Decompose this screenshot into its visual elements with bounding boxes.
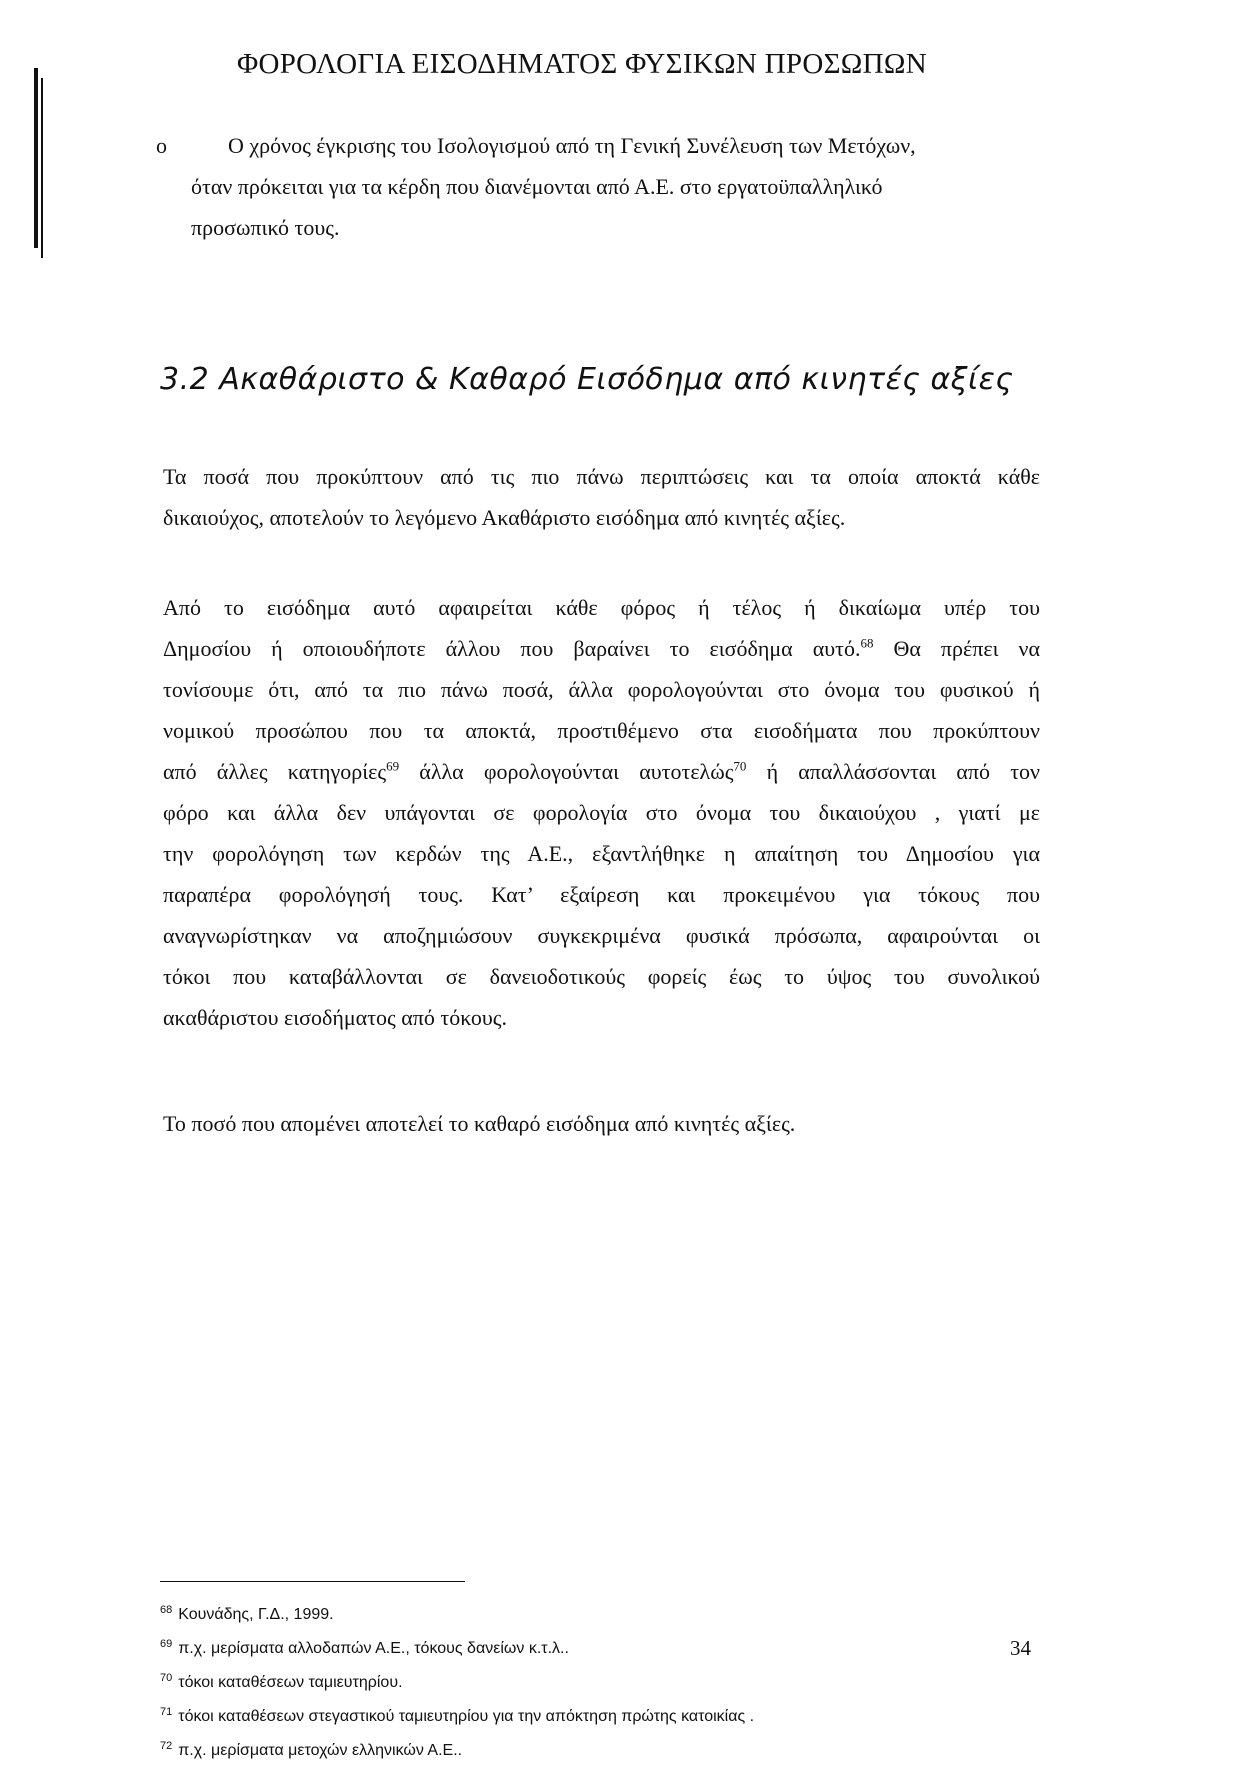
footnote-text: τόκοι καταθέσεων στεγαστικού ταμιευτηρίου για την απόκτηση πρώτης κατοικίας . <box>178 1708 755 1725</box>
footnote-number: 69 <box>160 1637 173 1650</box>
margin-bar <box>41 78 43 258</box>
paragraph-line: νομικού προσώπου που τα αποκτά, προστιθέμενο στα εισοδήματα που προκύπτουν <box>163 718 1040 743</box>
footnote-ref: 70 <box>733 758 747 774</box>
bullet-item <box>156 125 1040 248</box>
text-run: άλλα φορολογούνται αυτοτελώς <box>399 759 734 784</box>
footnote <box>160 1700 754 1734</box>
paragraph-line: τόκοι που καταβάλλονται σε δανειοδοτικούς φορείς έως το ύψος του συνολικού <box>163 964 1040 989</box>
paragraph-line: τονίσουμε ότι, από τα πιο πάνω ποσά, άλλα φορολογούνται στο όνομα του φυσικού ή <box>163 677 1040 702</box>
footnote-text: π.χ. μερίσματα αλλοδαπών Α.Ε., τόκους δανείων κ.τ.λ.. <box>178 1640 569 1657</box>
footnote-text: π.χ. μερίσματα μετοχών ελληνικών Α.Ε.. <box>178 1742 463 1759</box>
footnote-number: 71 <box>160 1705 173 1718</box>
text-run: ή απαλλάσσονται από τον <box>746 759 1041 784</box>
footnote-ref: 68 <box>860 635 874 651</box>
paragraph-line: Τα ποσά που προκύπτουν από τις πιο πάνω περιπτώσεις και τα οποία αποκτά κάθε <box>163 464 1040 489</box>
page-number: 34 <box>1010 1636 1031 1660</box>
running-header: ΦΟΡΟΛΟΓΙΑ ΕΙΣΟΔΗΜΑΤΟΣ ΦΥΣΙΚΩΝ ΠΡΟΣΩΠΩΝ <box>237 48 927 80</box>
paragraph-line: Το ποσό που απομένει αποτελεί το καθαρό εισόδημα από κινητές αξίες. <box>163 1111 796 1136</box>
paragraph-line: Από το εισόδημα αυτό αφαιρείται κάθε φόρος ή τέλος ή δικαίωμα υπέρ του <box>163 595 1040 620</box>
footnote-number: 72 <box>160 1739 173 1752</box>
section-title: 3.2 Ακαθάριστο & Καθαρό Εισόδημα από κινητές αξίες <box>160 362 1014 397</box>
footnote-text: τόκοι καταθέσεων ταμιευτηρίου. <box>178 1674 403 1691</box>
paragraph-gross-income <box>163 456 1040 538</box>
footnote-number: 70 <box>160 1671 173 1684</box>
paragraph-line <box>163 751 1040 792</box>
bullet-marker: o <box>156 133 167 158</box>
footnotes <box>160 1598 754 1768</box>
paragraph-net-income <box>163 1103 1040 1144</box>
paragraph-line: την φορολόγηση των κερδών της Α.Ε., εξαντλήθηκε η απαίτηση του Δημοσίου για <box>163 841 1040 866</box>
footnote-text: Κουνάδης, Γ.Δ., 1999. <box>178 1606 334 1623</box>
text-run: Θα πρέπει να <box>873 636 1040 661</box>
footnote-separator <box>160 1581 465 1582</box>
footnote <box>160 1666 754 1700</box>
paragraph-line: φόρο και άλλα δεν υπάγονται σε φορολογία στο όνομα του δικαιούχου , γιατί με <box>163 800 1040 825</box>
text-run: από άλλες κατηγορίες <box>163 759 387 784</box>
footnote <box>160 1598 754 1632</box>
bullet-line: Ο χρόνος έγκρισης του Ισολογισμού από τη Γενική Συνέλευση των Μετόχων, <box>228 133 916 158</box>
paragraph-line: αναγνωρίστηκαν να αποζημιώσουν συγκεκριμένα φυσικά πρόσωπα, αφαιρούνται οι <box>163 923 1040 948</box>
paragraph-line: δικαιούχος, αποτελούν το λεγόμενο Ακαθάριστο εισόδημα από κινητές αξίες. <box>163 505 846 530</box>
text-run: Δημοσίου ή οποιουδήποτε άλλου που βαραίνει το εισόδημα αυτό. <box>163 636 861 661</box>
bullet-line: προσωπικό τους. <box>191 215 340 240</box>
paragraph-deductions <box>163 587 1040 1038</box>
footnote <box>160 1734 754 1768</box>
margin-bar <box>34 68 38 248</box>
paragraph-line: παραπέρα φορολόγησή τους. Κατ’ εξαίρεση και προκειμένου για τόκους που <box>163 882 1040 907</box>
paragraph-line: ακαθάριστου εισοδήματος από τόκους. <box>163 1005 507 1030</box>
footnote-ref: 69 <box>386 758 400 774</box>
bullet-line: όταν πρόκειται για τα κέρδη που διανέμονται από Α.Ε. στο εργατοϋπαλληλικό <box>191 174 883 199</box>
paragraph-line <box>163 628 1040 669</box>
footnote-number: 68 <box>160 1603 173 1616</box>
footnote <box>160 1632 754 1666</box>
